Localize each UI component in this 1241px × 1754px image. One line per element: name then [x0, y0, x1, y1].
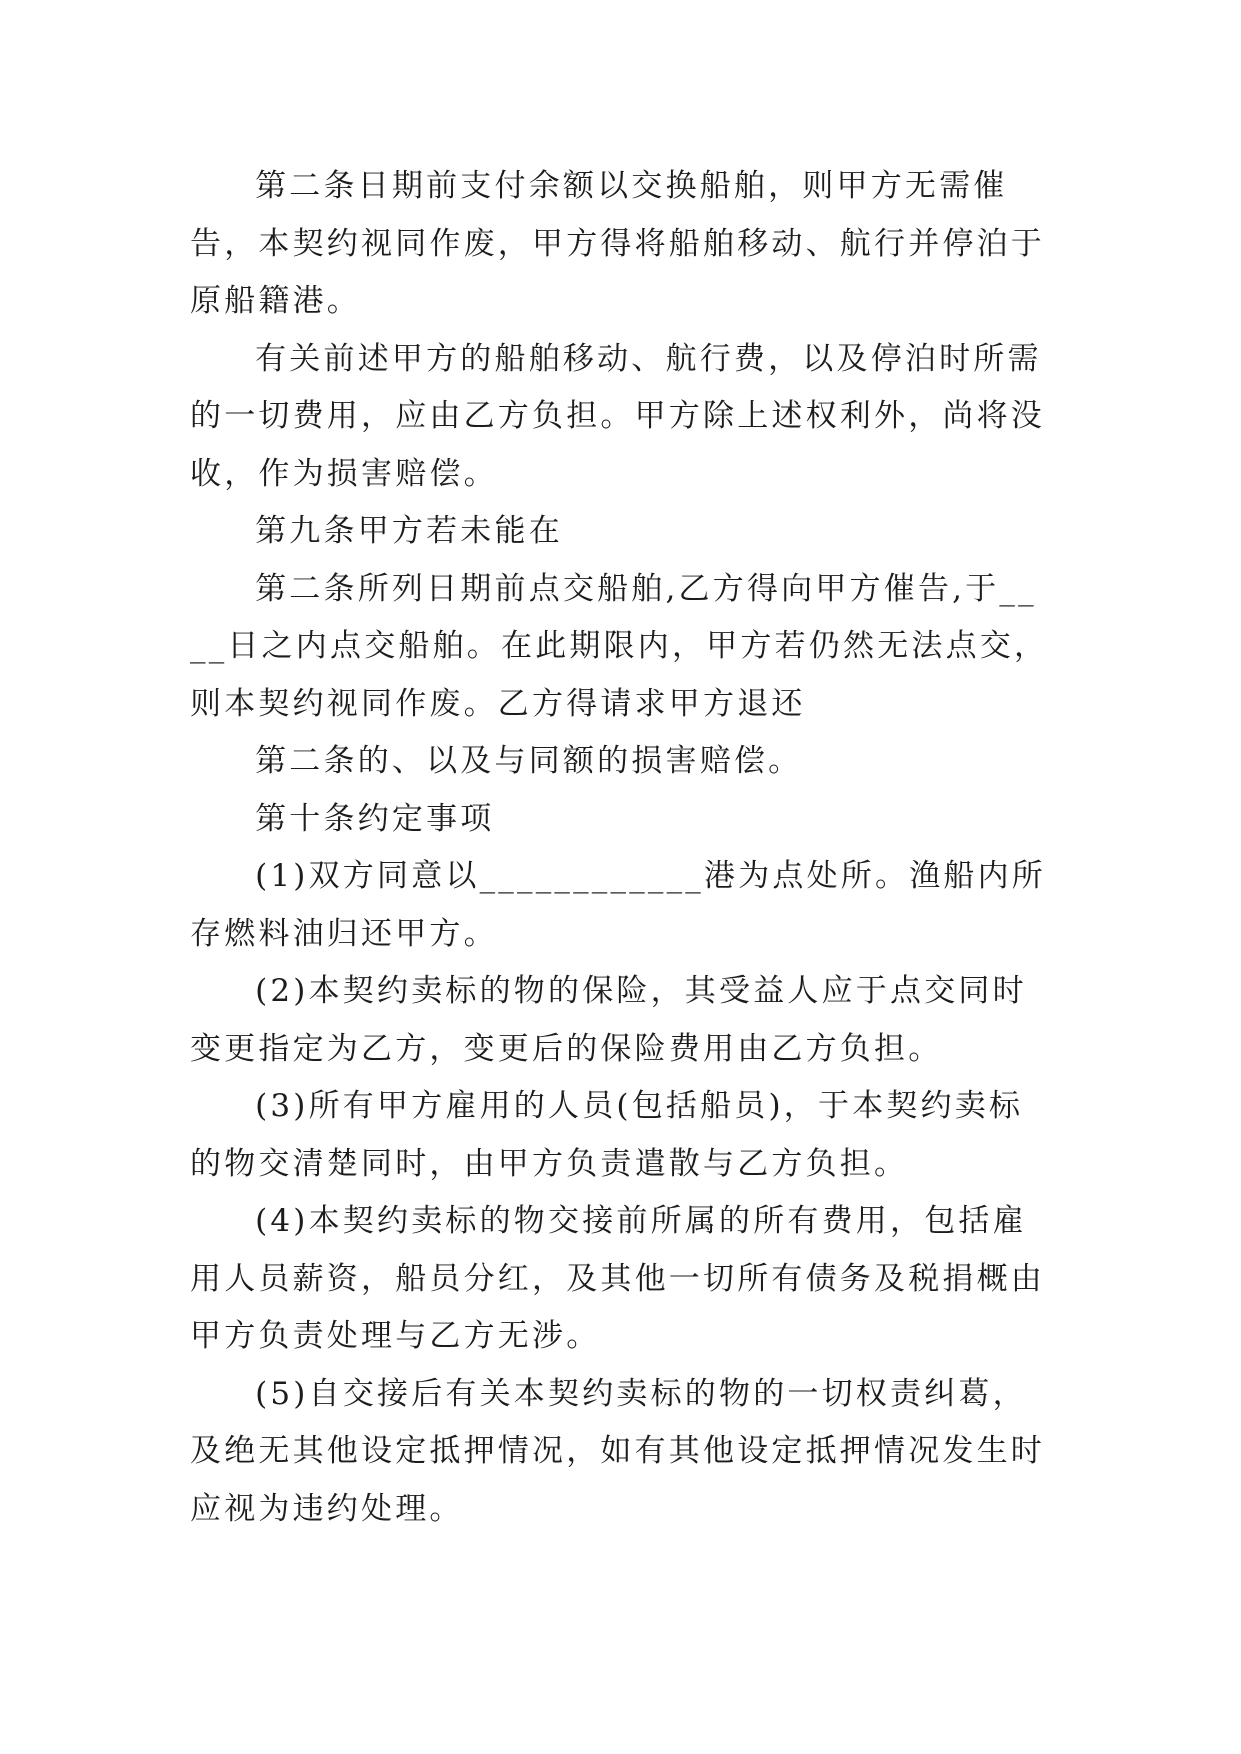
paragraph-item-1: (1)双方同意以____________港为点处所。渔船内所存燃料油归还甲方。 [190, 858, 1047, 952]
paragraph-item-3: (3)所有甲方雇用的人员(包括船员)，于本契约卖标的物交清楚同时，由甲方负责遣散与乙方负担。 [190, 1088, 1024, 1182]
document-body [190, 158, 1050, 1538]
paragraph-item-2: (2)本契约卖标的物的保险，其受益人应于点交同时变更指定为乙方，变更后的保险费用由乙方负担。 [190, 973, 1027, 1067]
paragraph-item-4: (4)本契约卖标的物交接前所属的所有费用，包括雇用人员薪资，船员分红，及其他一切所有债务及税捐概由甲方负责处理与乙方无涉。 [190, 1203, 1045, 1354]
paragraph-damages: 第二条的、以及与同额的损害赔偿。 [255, 743, 803, 779]
paragraph-item-5: (5)自交接后有关本契约卖标的物的一切权责纠葛，及绝无其他设定抵押情况，如有其他设定抵押情况发生时应视为违约处理。 [190, 1375, 1045, 1527]
paragraph-article-9-heading: 第九条甲方若未能在 [255, 513, 563, 549]
paragraph-article-10-heading: 第十条约定事项 [255, 800, 495, 837]
paragraph-delivery-deadline: 第二条所列日期前点交船舶,乙方得向甲方催告,于____日之内点交船舶。在此期限内，甲方若仍然无法点交，则本契约视同作废。乙方得请求甲方退还 [190, 570, 1049, 722]
paragraph-article-2-balance: 第二条日期前支付余额以交换船舶，则甲方无需催告，本契约视同作废，甲方得将船舶移动、航行并停泊于原船籍港。 [190, 168, 1045, 319]
paragraph-moving-costs: 有关前述甲方的船舶移动、航行费，以及停泊时所需的一切费用，应由乙方负担。甲方除上述权利外，尚将没收，作为损害赔偿。 [190, 340, 1045, 492]
